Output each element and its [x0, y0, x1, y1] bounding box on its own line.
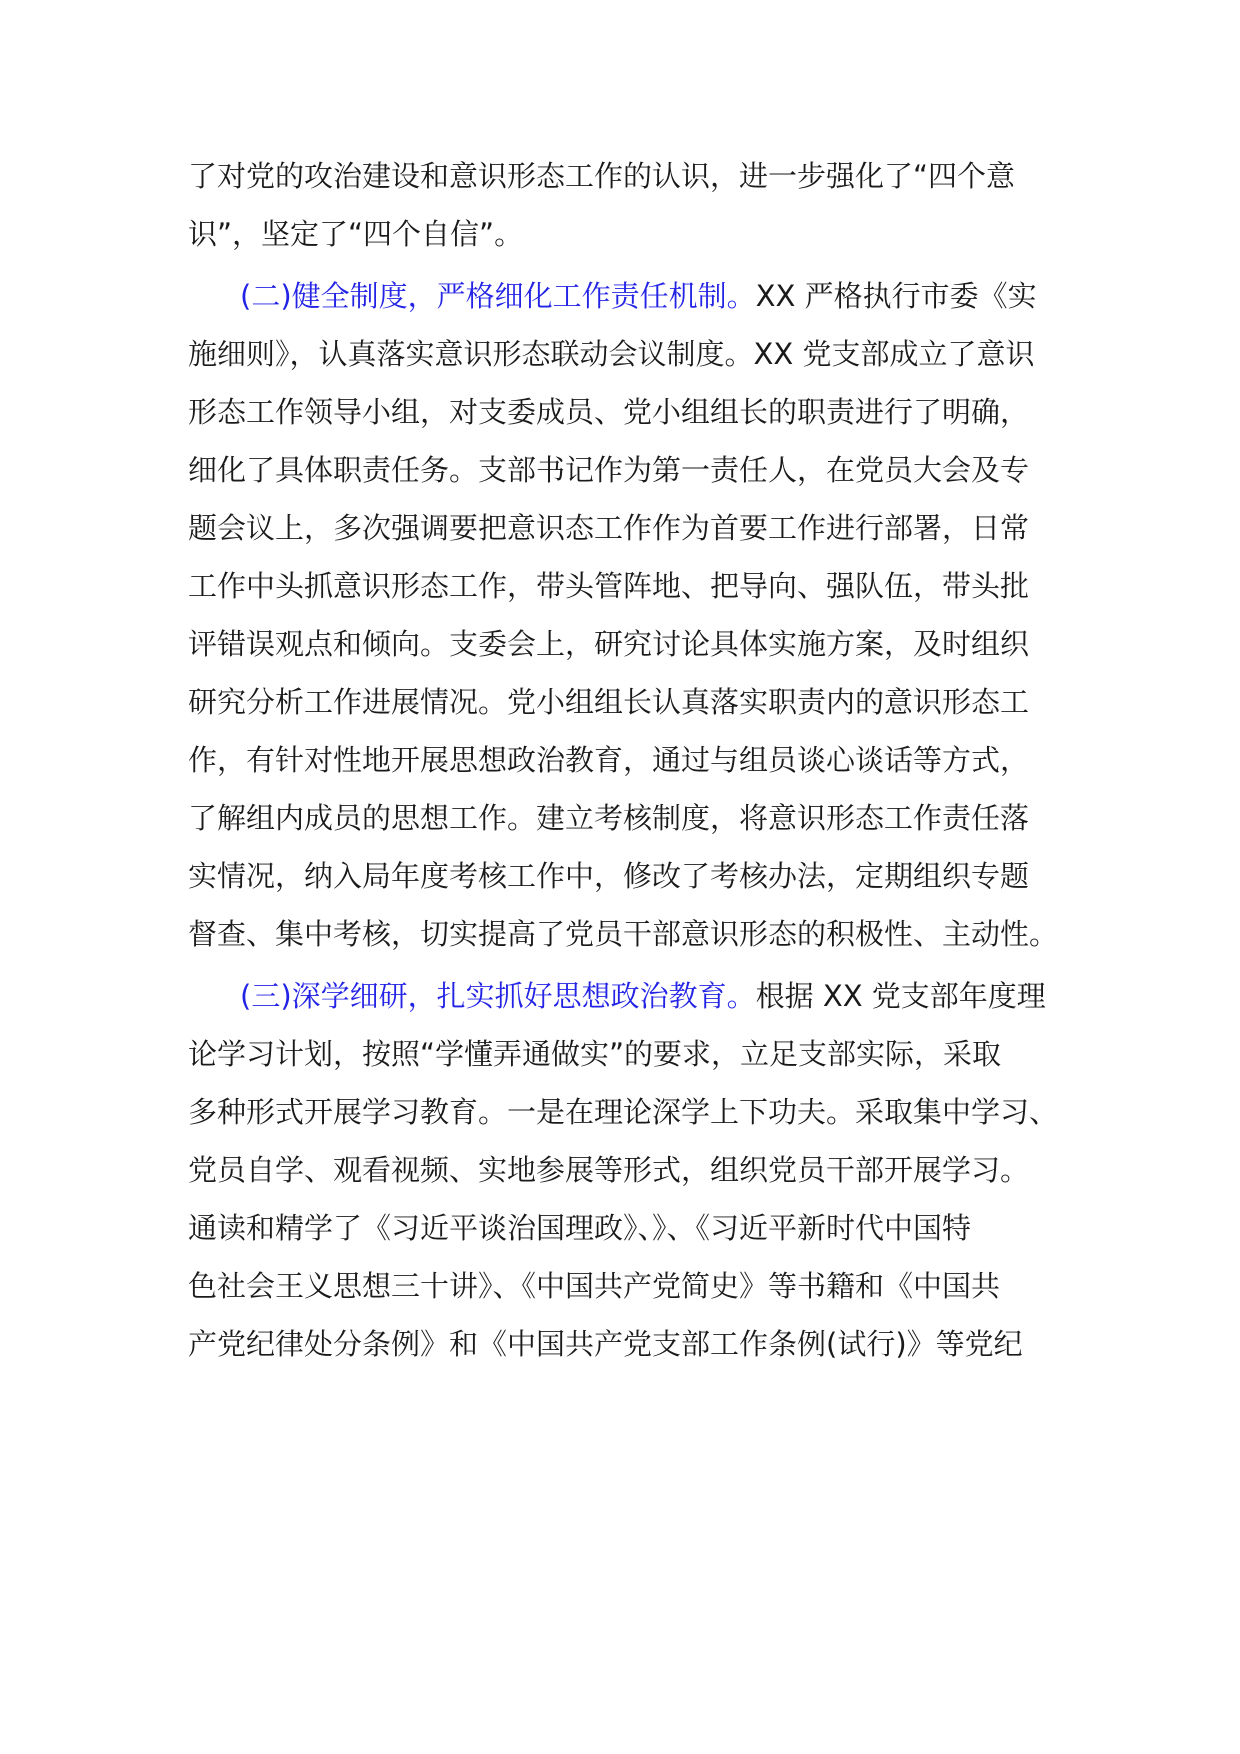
section-2-heading: (二)健全制度，严格细化工作责任机制。 [240, 279, 756, 313]
body-line: 了解组内成员的思想工作。建立考核制度，将意识形态工作责任落 [188, 801, 1030, 835]
body-line: 细化了具体职责任务。支部书记作为第一责任人，在党员大会及专 [188, 453, 1030, 487]
body-line: 施细则》，认真落实意识形态联动会议制度。XX 党支部成立了意识 [188, 337, 1035, 371]
body-line: 党员自学、观看视频、实地参展等形式，组织党员干部开展学习。 [188, 1153, 1030, 1187]
body-line: 识”，坚定了“四个自信”。 [188, 217, 524, 251]
body-line: 多种形式开展学习教育。一是在理论深学上下功夫。采取集中学习、 [188, 1095, 1059, 1129]
section-3-paragraph-start [240, 964, 1060, 1028]
body-line: 产党纪律处分条例》和《中国共产党支部工作条例(试行)》等党纪 [188, 1327, 1023, 1361]
section-2-paragraph-start [240, 264, 1060, 328]
body-line: 工作中头抓意识形态工作，带头管阵地、把导向、强队伍，带头批 [188, 569, 1030, 603]
body-line: 督查、集中考核，切实提高了党员干部意识形态的积极性、主动性。 [188, 917, 1059, 951]
body-line: 实情况，纳入局年度考核工作中，修改了考核办法，定期组织专题 [188, 859, 1030, 893]
body-line: 评错误观点和倾向。支委会上，研究讨论具体实施方案，及时组织 [188, 627, 1030, 661]
section-3-lead-text: 根据 XX 党支部年度理 [755, 979, 1046, 1013]
body-line: 研究分析工作进展情况。党小组组长认真落实职责内的意识形态工 [188, 685, 1030, 719]
body-line: 题会议上，多次强调要把意识态工作作为首要工作进行部署，日常 [188, 511, 1030, 545]
section-3-heading: (三)深学细研，扎实抓好思想政治教育。 [240, 979, 756, 1013]
body-line: 作，有针对性地开展思想政治教育，通过与组员谈心谈话等方式， [188, 743, 1030, 777]
body-line: 论学习计划，按照“学懂弄通做实”的要求，立足支部实际，采取 [188, 1037, 1002, 1071]
body-line: 通读和精学了《习近平谈治国理政》、》、《习近平新时代中国特 [188, 1211, 972, 1245]
body-line: 了对党的攻治建设和意识形态工作的认识，进一步强化了“四个意 [188, 159, 1016, 193]
section-2-lead-text: XX 严格执行市委《实 [755, 279, 1037, 313]
body-line: 形态工作领导小组，对支委成员、党小组组长的职责进行了明确， [188, 395, 1030, 429]
body-line: 色社会王义思想三十讲》、《中国共产党简史》等书籍和《中国共 [188, 1269, 1001, 1303]
